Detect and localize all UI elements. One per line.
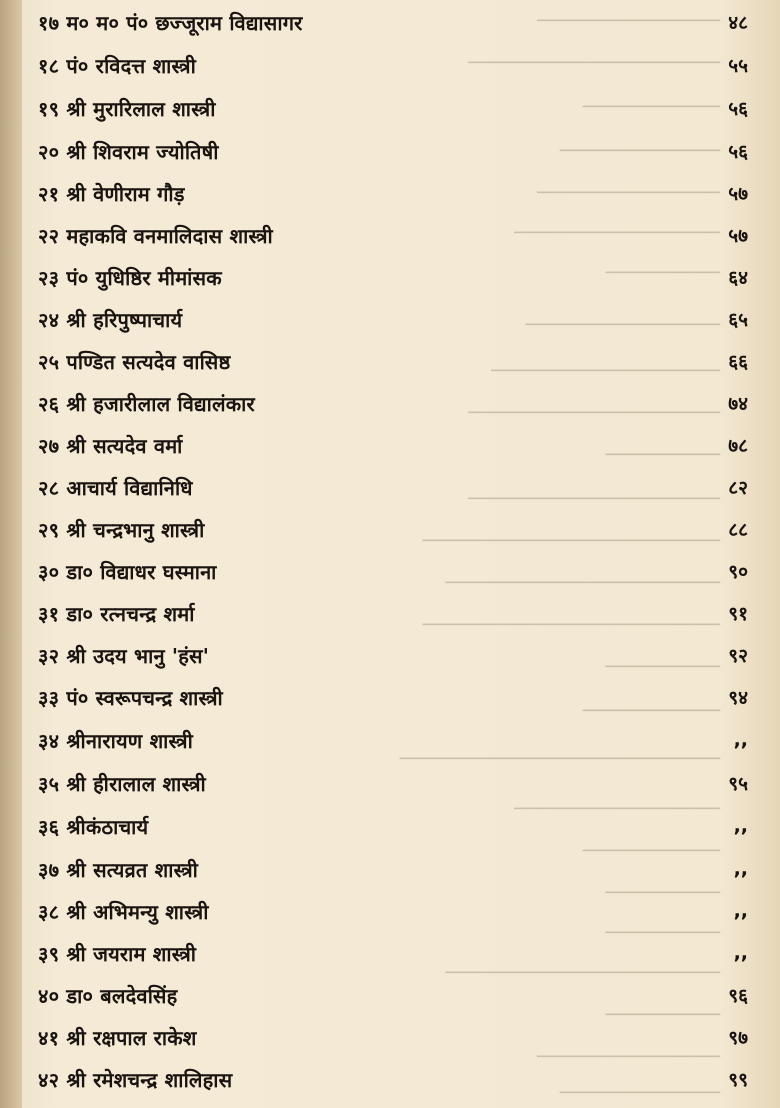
toc-entry [38,976,748,1014]
entry-page-number: ६४ [728,267,748,289]
toc-entry [38,636,748,674]
entry-title: १८ पं० रविदत्त शास्त्री [38,53,196,78]
entry-title: ३२ श्री उदय भानु 'हंस' [38,643,210,668]
entry-page-number: ९७ [728,1027,748,1049]
reverse-side-bleed: ──────────────── ────────────────────── ──────────── ────────────── ──────────────── ────────────────── ────────── ───────────────── ──────────────────── ────────────────────── ────────── ────────────────────── ────────────────────────── ──────────────────────── ────────────────────────── ────────── ──────────── ──────────────────────────── ────────────────── ──────────── ────────── ────────── ──────────────────────── ────────── ──────────────── ────────────── [399,10,720,1104]
entry-page-number: ,, [733,942,748,964]
entry-page-number: ४८ [728,12,748,34]
entry-page-number: ९२ [728,645,748,667]
toc-entry [38,594,748,632]
toc-entry [38,510,748,548]
entry-title: २६ श्री हजारीलाल विद्यालंकार [38,391,255,416]
entry-page-number: ५६ [728,141,748,163]
entry-page-number: ८८ [728,519,748,541]
toc-entry [38,342,748,380]
toc-entry [38,892,748,930]
entry-page-number: ,, [733,729,748,751]
entry-title: २५ पण्डित सत्यदेव वासिष्ठ [38,349,231,374]
toc-entry [38,300,748,338]
entry-title: २१ श्री वेणीराम गौड़ [38,181,185,206]
entry-page-number: ६६ [728,351,748,373]
toc-entry [38,174,748,212]
entry-title: ३७ श्री सत्यव्रत शास्त्री [38,857,199,882]
entry-page-number: ६५ [728,309,748,331]
toc-entry [38,132,748,170]
toc-entry [38,216,748,254]
entry-page-number: ,, [733,858,748,880]
toc-entry [38,384,748,422]
entry-title: २३ पं० युधिष्ठिर मीमांसक [38,265,222,290]
toc-entry [38,850,748,888]
toc-entry [38,807,748,845]
entry-page-number: ५७ [728,225,748,247]
entry-title: २८ आचार्य विद्यानिधि [38,475,193,500]
toc-entry [38,258,748,296]
toc-entry [38,764,748,802]
entry-page-number: ५७ [728,183,748,205]
entry-title: ४० डा० बलदेवसिंह [38,983,178,1008]
entry-title: २० श्री शिवराम ज्योतिषी [38,139,219,164]
toc-entry [38,468,748,506]
toc-entry [38,3,748,41]
entry-page-number: ९६ [728,985,748,1007]
entry-title: ३९ श्री जयराम शास्त्री [38,941,197,966]
entry-page-number: ९९ [728,1069,748,1091]
entry-page-number: ७८ [728,435,748,457]
entry-title: ३५ श्री हीरालाल शास्त्री [38,771,206,796]
toc-entry [38,426,748,464]
entry-title: ३३ पं० स्वरूपचन्द्र शास्त्री [38,685,223,710]
entry-title: ३० डा० विद्याधर घस्माना [38,559,217,584]
entry-title: ३६ श्रीकंठाचार्य [38,814,149,839]
toc-entry [38,89,748,127]
entry-title: ३४ श्रीनारायण शास्त्री [38,728,193,753]
entry-page-number: ७४ [728,393,748,415]
entry-title: १९ श्री मुरारिलाल शास्त्री [38,96,216,121]
entry-title: ४१ श्री रक्षपाल राकेश [38,1025,197,1050]
entry-title: २२ महाकवि वनमालिदास शास्त्री [38,223,273,248]
entry-title: ४२ श्री रमेशचन्द्र शालिहास [38,1067,233,1092]
entry-title: ३१ डा० रत्नचन्द्र शर्मा [38,601,195,626]
entry-title: २४ श्री हरिपुष्पाचार्य [38,307,183,332]
toc-entry [38,552,748,590]
entry-title: ३८ श्री अभिमन्यु शास्त्री [38,899,209,924]
entry-page-number: ९० [728,561,748,583]
entry-title: २७ श्री सत्यदेव वर्मा [38,433,183,458]
entry-page-number: ,, [733,900,748,922]
toc-entry [38,1060,748,1098]
entry-page-number: ९५ [728,773,748,795]
entry-page-number: ,, [733,815,748,837]
entry-page-number: ९४ [728,687,748,709]
entry-title: १७ म० म० पं० छज्जूराम विद्यासागर [38,10,303,35]
toc-entry [38,1018,748,1056]
toc-entry [38,46,748,84]
entry-page-number: ५५ [728,55,748,77]
entry-title: २९ श्री चन्द्रभानु शास्त्री [38,517,205,542]
entry-page-number: ८२ [728,477,748,499]
toc-entry [38,721,748,759]
entry-page-number: ९१ [728,603,748,625]
toc-entry [38,934,748,972]
toc-entry [38,678,748,716]
entry-page-number: ५६ [728,98,748,120]
